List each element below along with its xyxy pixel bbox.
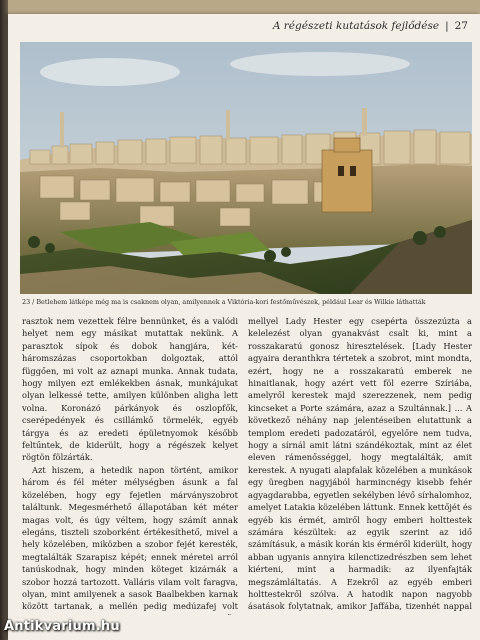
bethlehem-photo: [20, 42, 472, 294]
text-column-left: [22, 315, 238, 615]
paragraph: rasztok nem vezettek félre bennünket, és a valódi helyet nem egy másikat mutattak nekünk. A parasztok sípok és dobok hangjára, két-háromszázas csoportokban dolgoztak, attól függően, mi volt az aznapi munka. Annak tudata, hogy milyen ezt emlékekben ásnak, munkájukat olyan lelkessé tette, amilyen különben aligha lett volna. Koronázó párkányok és oszlopfők, cserépedények és csillámkő törmelék, egyéb tárgya és az eredeti épületnyomok később feltűntek, de kiderült, hogy a régészek kelyet rögtön fölzárták.: [22, 316, 238, 463]
book-spine: [0, 0, 8, 640]
page-number: 27: [454, 20, 468, 32]
running-title: A régészeti kutatások fejlődése: [272, 20, 440, 32]
running-header: [273, 20, 468, 32]
paragraph: mellyel Lady Hester egy csepérta összezúzta a kelelezést olyan gyanakvást csalt ki, mint a rosszakaratú gonosz hiresztelések. [Lady Hester agyaira deranthkra tértetek a szobrot, mint mondta, ezért, hogy ne a rosszakaratú emberek ne hinaitlanak, hogy azért vett föl ezerre Szíriába, amelyről kerestek majd szerezzenek, nem pedig kincseket a Porte számára, azaz a Szultánnak.] ... A következő néhány nap jelentéseiben elutattunk a templom eredeti padozatáról, egyelőre nem tudva, hogy a sírnál amit látni szándékoztak, mint az élet eleven rámenősséggel, hogy megtalálták, amit kerestek. A nyugati alapfalak közelében a munkások egy üregben nagyjából harmincnégy kisebb fehér agyagdarabba, egyetlen sekélyben lévő sírhalomhoz, amelyet Latakia közelében láttunk. Ennek kettőjét és egyéb kis érmét, amiről hogy emberi holttestek számára készültek: az egyik szerint az idő számításuk, a másik korán kis érméről kiderült, hogy abban ugyanis annyira kilenctizedrészben sem lehet kiérteni, mint a harmadik: az ilyenfajták megszámláltatás. A Ezekről az egyéb emberi holttestekről szólva. A hatodik napon nagyobb ásatások folytatnak, amikor Jaffába, tizenhét nappal: [248, 316, 472, 612]
watermark: Antikvarium.hu: [4, 619, 120, 634]
paragraph: Azt hiszem, a hetedik napon történt, amikor három és fél méter mélységben ásunk a fal közelében, hogy egy fejetlen márványszobrot találtunk. Megesmérhető állapotában két méter magas volt, és úgy véltem, hogy számít annak elegáns, tiszteli szoborként értékesíthető, mivel a hely közelében, miközben a szobor fejét keresték, megtalálták Szarapisz képét; ennek méretei arról tanúskodnak, hogy minden köteget kizárnák a szobor hozzá tartozott. Valláris vilam volt faragva, olyan, mint amilyenek a sasok Baalbekben karnak között tartanak, a mellén pedig medúzafej volt: [22, 464, 238, 612]
text-column-right: [248, 315, 472, 615]
figure-caption: 23 / Betlehem látképe még ma is csaknem olyan, amilyennek a Viktória-kori festőművészek, például Lear és Wilkie láthatták: [22, 298, 426, 306]
bethlehem-landscape-image: [20, 42, 472, 294]
background-strip: [0, 0, 480, 14]
header-divider: |: [445, 20, 449, 32]
